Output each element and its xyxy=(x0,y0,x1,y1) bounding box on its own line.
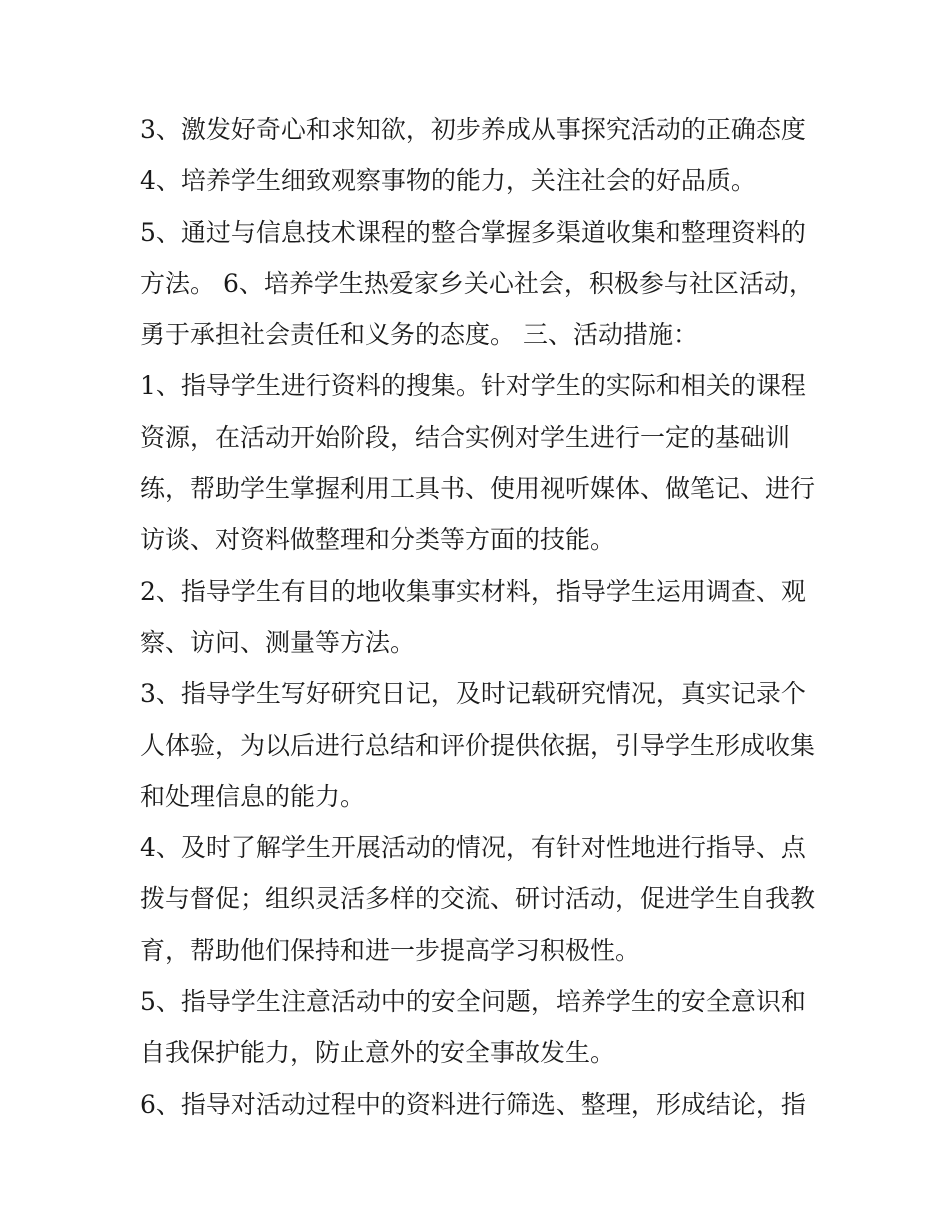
text-line: 勇于承担社会责任和义务的态度。 三、活动措施： xyxy=(140,320,698,350)
text-line: 5、通过与信息技术课程的整合掌握多渠道收集和整理资料的 xyxy=(140,217,806,247)
text-line: 6、指导对活动过程中的资料进行筛选、整理，形成结论，指 xyxy=(140,1089,806,1119)
text-line: 5、指导学生注意活动中的安全问题，培养学生的安全意识和 xyxy=(140,987,806,1017)
text-line: 方法。 6、培养学生热爱家乡关心社会，积极参与社区活动， xyxy=(140,268,814,298)
text-line: 资源，在活动开始阶段，结合实例对学生进行一定的基础训 xyxy=(140,422,791,452)
text-line: 育，帮助他们保持和进一步提高学习积极性。 xyxy=(140,935,641,965)
text-line: 人体验，为以后进行总结和评价提供依据，引导学生形成收集 xyxy=(140,730,816,760)
text-line: 2、指导学生有目的地收集事实材料，指导学生运用调查、观 xyxy=(140,576,806,606)
text-line: 练，帮助学生掌握利用工具书、使用视听媒体、做笔记、进行 xyxy=(140,474,816,504)
text-line: 4、及时了解学生开展活动的情况，有针对性地进行指导、点 xyxy=(140,833,806,863)
text-line: 访谈、对资料做整理和分类等方面的技能。 xyxy=(140,525,616,555)
document-body xyxy=(140,104,820,1130)
text-line: 3、激发好奇心和求知欲，初步养成从事探究活动的正确态度 xyxy=(140,115,806,144)
text-line: 自我保护能力，防止意外的安全事故发生。 xyxy=(140,1038,616,1068)
text-line: 和处理信息的能力。 xyxy=(140,781,366,811)
text-line: 3、指导学生写好研究日记，及时记载研究情况，真实记录个 xyxy=(140,679,806,709)
text-line: 4、培养学生细致观察事物的能力，关注社会的好品质。 xyxy=(140,166,756,196)
text-line: 察、访问、测量等方法。 xyxy=(140,627,416,657)
text-line: 拨与督促；组织灵活多样的交流、研讨活动，促进学生自我教 xyxy=(140,884,816,914)
text-line: 1、指导学生进行资料的搜集。针对学生的实际和相关的课程 xyxy=(140,371,806,401)
